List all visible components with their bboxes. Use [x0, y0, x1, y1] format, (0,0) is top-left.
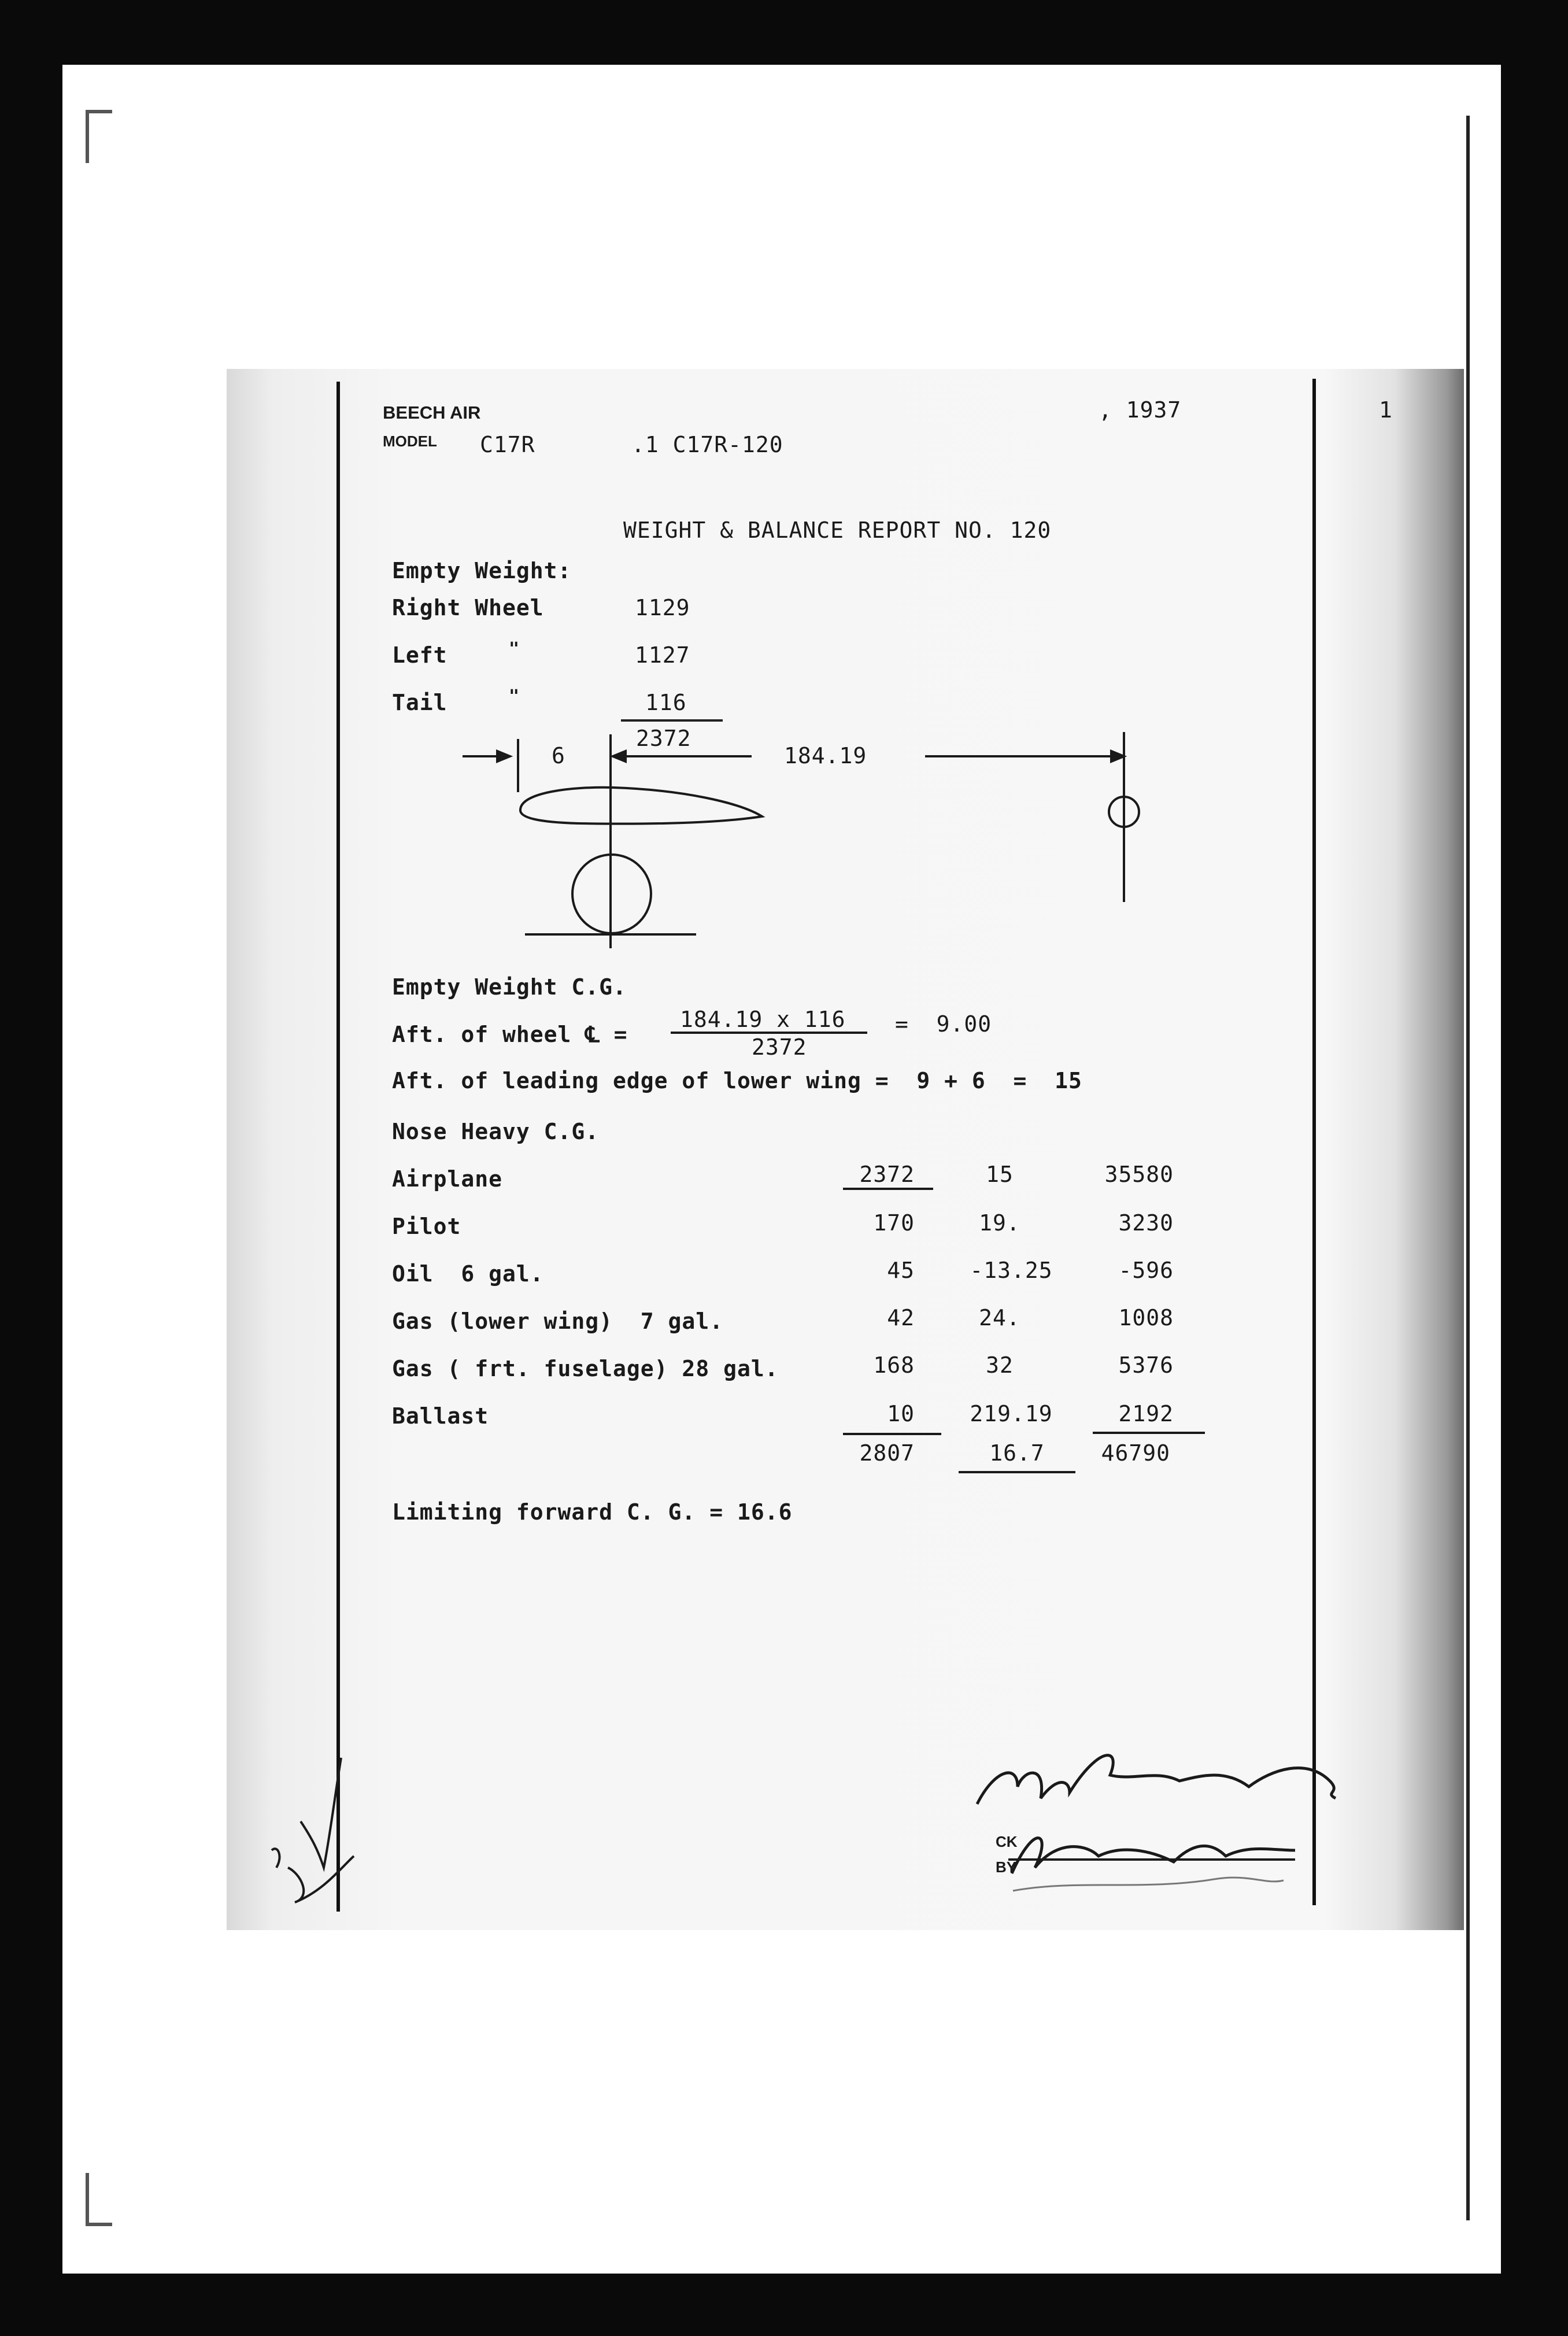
dimension-forward: 6	[552, 743, 565, 768]
signature-checker	[1012, 1838, 1295, 1873]
wheel-value: 116	[645, 690, 687, 715]
moment-value: 3230	[1118, 1210, 1174, 1236]
weight-value: 2372	[859, 1162, 915, 1187]
moment-value: 5376	[1118, 1352, 1174, 1378]
item-label: Gas ( frt. fuselage) 28 gal.	[392, 1356, 779, 1381]
dimension-aft: 184.19	[784, 743, 867, 768]
item-label: Airplane	[392, 1166, 503, 1192]
weight-value: 170	[873, 1210, 915, 1236]
margin-checkmark	[301, 1758, 341, 1868]
wing-airfoil	[520, 788, 762, 824]
arm-value: 15	[986, 1162, 1014, 1187]
moment-value: 1008	[1118, 1305, 1174, 1330]
arm-value: 219.19	[970, 1401, 1053, 1426]
fraction-numerator: 184.19 x 116	[680, 1007, 846, 1032]
aft-leading-edge: Aft. of leading edge of lower wing = 9 + 6 = 15	[392, 1068, 1082, 1093]
margin-initials	[272, 1849, 354, 1902]
serial-number: .1 C17R-120	[631, 432, 783, 457]
fraction-denominator: 2372	[752, 1034, 807, 1060]
company-name: BEECH AIR	[383, 402, 481, 423]
item-label: Ballast	[392, 1403, 489, 1429]
model-label: MODEL	[383, 433, 437, 450]
by-scribble	[1013, 1877, 1284, 1891]
signature-primary	[977, 1755, 1336, 1804]
wheel-label: Tail	[392, 690, 448, 715]
item-label: Gas (lower wing) 7 gal.	[392, 1309, 724, 1334]
model-value: C17R	[480, 432, 535, 457]
weight-value: 45	[887, 1258, 915, 1283]
aft-of-wheel-result: = 9.00	[895, 1011, 992, 1037]
arm-value: 24.	[979, 1305, 1020, 1330]
arm-value: 19.	[979, 1210, 1020, 1236]
ditto-mark: "	[509, 639, 520, 659]
aft-of-wheel-label: Aft. of wheel ℄ =	[392, 1022, 628, 1047]
arrowhead	[497, 751, 510, 762]
report-year: , 1937	[1099, 397, 1182, 423]
arm-value: 32	[986, 1352, 1014, 1378]
wheel-label: Right Wheel	[392, 595, 544, 620]
arm-value: -13.25	[970, 1258, 1053, 1283]
moment-value: -596	[1118, 1258, 1174, 1283]
ck-label: CK	[996, 1833, 1018, 1850]
moment-value: 2192	[1118, 1401, 1174, 1426]
page-number: 1	[1379, 397, 1393, 423]
nose-heavy-heading: Nose Heavy C.G.	[392, 1119, 600, 1144]
empty-weight-heading: Empty Weight:	[392, 558, 572, 583]
item-label: Pilot	[392, 1214, 461, 1239]
wheel-value: 1127	[635, 642, 690, 668]
total-arm: 16.7	[989, 1440, 1045, 1466]
item-label: Oil 6 gal.	[392, 1261, 544, 1287]
empty-weight-total: 2372	[636, 726, 691, 751]
total-moment: 46790	[1101, 1440, 1170, 1466]
weight-value: 10	[887, 1401, 915, 1426]
weight-value: 42	[887, 1305, 915, 1330]
weight-value: 168	[873, 1352, 915, 1378]
by-label: BY	[996, 1858, 1017, 1876]
wheel-value: 1129	[635, 595, 690, 620]
limiting-cg: Limiting forward C. G. = 16.6	[392, 1499, 793, 1525]
report-title: WEIGHT & BALANCE REPORT NO. 120	[623, 518, 1052, 543]
cg-heading: Empty Weight C.G.	[392, 974, 627, 1000]
moment-value: 35580	[1104, 1162, 1174, 1187]
ditto-mark: "	[509, 686, 520, 707]
wheel-label: Left	[392, 642, 448, 668]
arrowhead	[1111, 751, 1124, 762]
total-weight: 2807	[859, 1440, 915, 1466]
